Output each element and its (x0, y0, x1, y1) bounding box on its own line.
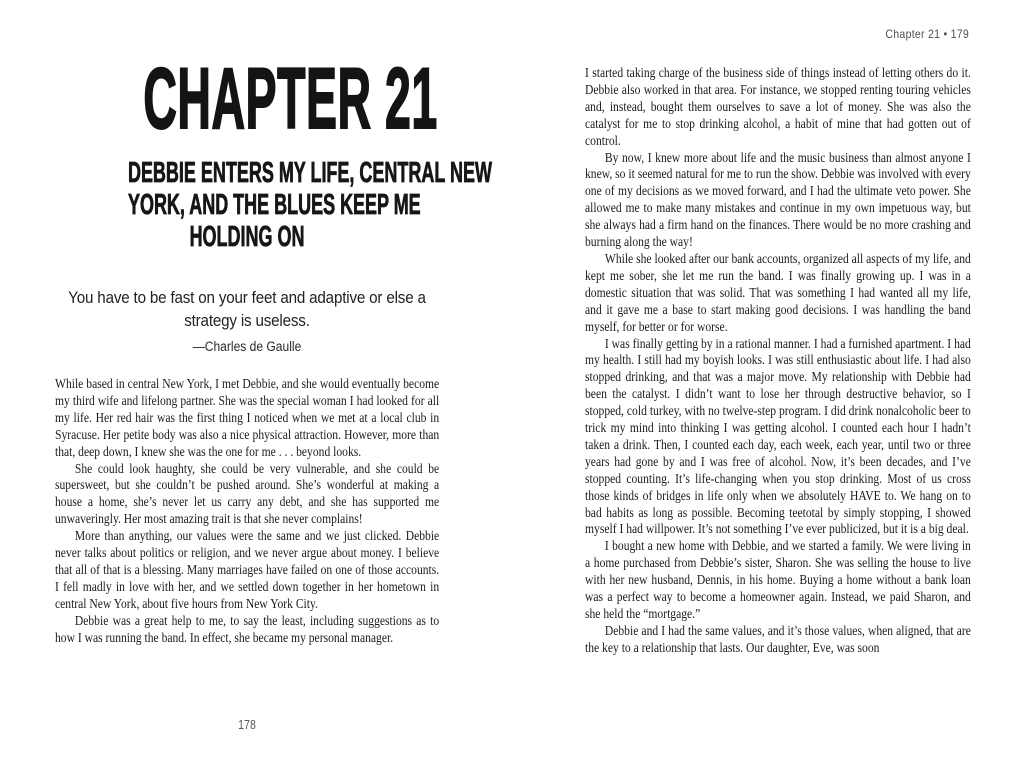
chapter-subtitle-line: DEBBIE ENTERS MY LIFE, CENTRAL NEW (127, 157, 492, 189)
epigraph-attribution: —Charles de Gaulle (192, 339, 302, 354)
body-paragraph: Debbie and I had the same values, and it’s those values, when aligned, that are the key to a relationship that lasts. Our daughter, Eve, was soon (585, 623, 971, 656)
body-paragraph: I was finally getting by in a rational manner. I had a furnished apartment. I had my health. I still had my boyish looks. I was still enthusiastic about life. I had also stopped drinking, and that was a major move. My relationship with Debbie had been the catalyst. I didn’t want to lose her through destructive behavior, so I stopped, cold turkey, with no twelve-step program. I did drink nonalcoholic beer to trick my mind into thinking I was getting alcohol. I counted each hour I hadn’t taken a drink. Then, I counted each day, each week, each year, until two or three years had gone by and I was free of alcohol. Now, it’s been decades, and I’ve stopped counting. It’s life-changing when you stop drinking. Most of us cross those kinds of bridges in life only when we absolutely HAVE to. We hang on to bad habits as long as possible. Becoming teetotal by simply stopping, I showed myself I had willpower. It’s not something I’ve ever publicized, but it is a big deal. (585, 336, 971, 538)
chapter-subtitle (127, 157, 492, 253)
body-paragraph: By now, I knew more about life and the music business than almost anyone I knew, so it seemed natural for me to run the show. Debbie was involved with every one of my decisions as we moved forward, and I had the ultimate veto power. She allowed me to make many mistakes and continue in my own impetuous way, but she always had a firm hand on the finances. There would be no more crashing and burning along the way! (585, 150, 971, 251)
body-paragraph: While she looked after our bank accounts, organized all aspects of my life, and kept me sober, she let me run the band. I was finally growing up. I was in a domestic situation that was solid. That was something I had wanted all my life, and it gave me a base to start making good decisions. I was handling the band myself, for better or for worse. (585, 251, 971, 335)
body-paragraph: More than anything, our values were the same and we just clicked. Debbie never talks about politics or religion, and we never argue about money. I believe that all of that is a blessing. Many marriages have failed on one of those accounts. I fell madly in love with her, and we settled down together in her hometown in central New York, about five hours from New York City. (55, 529, 440, 612)
left-page-body (55, 377, 439, 648)
body-paragraph: While based in central New York, I met Debbie, and she would eventually become my third wife and lifelong partner. She was the special woman I had looked for all my life. Her red hair was the first thing I noticed when we met at a local club in Syracuse. Her petite body was also a nice physical attraction. However, more than that, deep down, I knew she was the one for me . . . beyond looks. (55, 377, 440, 460)
running-header: Chapter 21 • 179 (885, 27, 969, 41)
body-paragraph: Debbie was a great help to me, to say the least, including suggestions as to how I was running the band. In effect, she became my personal manager. (55, 613, 440, 646)
epigraph (55, 286, 439, 355)
body-paragraph: I started taking charge of the business side of things instead of letting others do it. Debbie also worked in that area. For instance, we stopped renting touring vehicles and, instead, bought them ourselves to save a lot of money. She was also the catalyst for me to stop drinking alcohol, a habit of mine that had gotten out of control. (585, 66, 971, 149)
epigraph-quote: You have to be fast on your feet and adaptive or else a strategy is useless. (68, 288, 426, 330)
page-number: 178 (238, 718, 256, 732)
body-paragraph: I bought a new home with Debbie, and we started a family. We were living in a home purchased from Debbie’s sister, Sharon. She was selling the house to live with her new husband, Dennis, in his home. Buying a home without a bank loan was a perfect way to become a homeowner again. Instead, we paid Sharon, and she held the “mortgage.” (585, 539, 971, 622)
chapter-subtitle-line: YORK, AND THE BLUES KEEP ME (127, 189, 421, 221)
chapter-title: CHAPTER 21 (143, 51, 438, 147)
body-paragraph: She could look haughty, she could be very vulnerable, and she could be supersweet, but she couldn’t be pushed around. She’s wonderful at making a house a home, she’s never let us carry any debt, and she has supported me unwaveringly. Her most amazing trait is that she never complains! (55, 461, 440, 528)
right-page (585, 0, 971, 768)
chapter-subtitle-line: HOLDING ON (189, 221, 305, 253)
left-page (55, 0, 492, 768)
right-page-body (585, 66, 971, 658)
